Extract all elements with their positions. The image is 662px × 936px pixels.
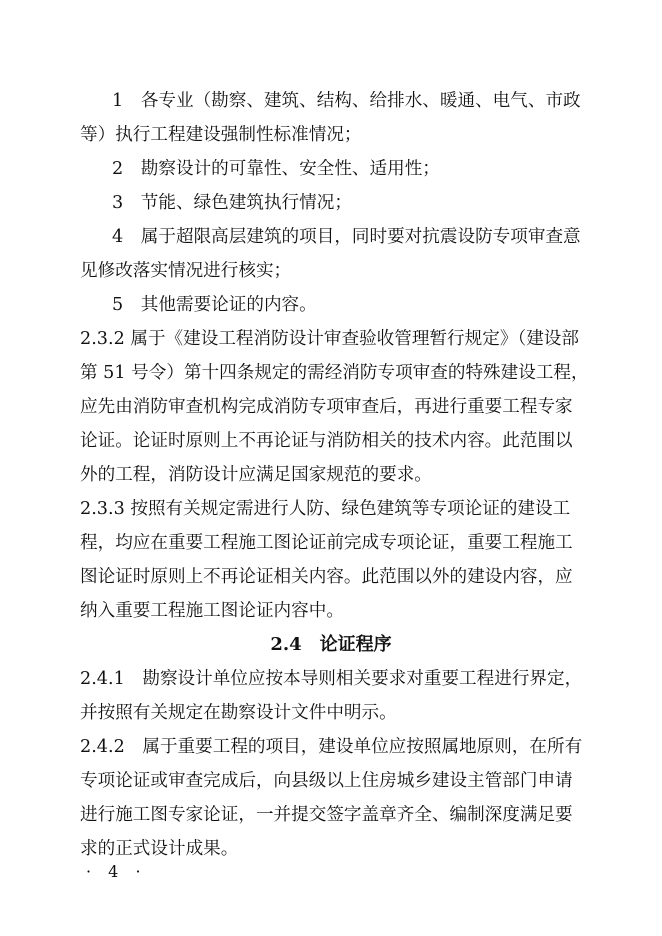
- text-line: 1 各专业（勘察、建筑、结构、给排水、暖通、电气、市政: [112, 91, 581, 111]
- text-line: 3 节能、绿色建筑执行情况；: [112, 193, 352, 213]
- text-line: 等）执行工程建设强制性标准情况；: [80, 125, 362, 145]
- text-line: 并按照有关规定在勘察设计文件中明示。: [80, 703, 397, 723]
- text-line: 见修改落实情况进行核实；: [80, 261, 292, 281]
- text-line: 程，均应在重要工程施工图论证前完成专项论证，重要工程施工: [80, 533, 573, 553]
- text-line: 4 属于超限高层建筑的项目，同时要对抗震设防专项审查意: [112, 227, 581, 247]
- text-line: 求的正式设计成果。: [80, 839, 239, 859]
- text-line: 纳入重要工程施工图论证内容中。: [80, 601, 344, 621]
- text-line: 2 勘察设计的可靠性、安全性、适用性；: [112, 159, 440, 179]
- text-line: 2.3.2 属于《建设工程消防设计审查验收管理暂行规定》（建设部: [80, 329, 579, 349]
- text-line: 5 其他需要论证的内容。: [112, 295, 317, 315]
- text-line: 2.4.2 属于重要工程的项目，建设单位应按照属地原则，在所有: [80, 737, 583, 757]
- page-number: · 4 ·: [86, 862, 147, 881]
- text-line: 应先由消防审查机构完成消防专项审查后，再进行重要工程专家: [80, 397, 573, 417]
- text-line: 第 51 号令）第十四条规定的需经消防专项审查的特殊建设工程，: [80, 363, 589, 383]
- section-heading: 2.4 论证程序: [270, 634, 392, 655]
- text-line: 论证。论证时原则上不再论证与消防相关的技术内容。此范围以: [80, 431, 573, 451]
- text-line: 进行施工图专家论证，一并提交签字盖章齐全、编制深度满足要: [80, 805, 573, 825]
- text-line: 图论证时原则上不再论证相关内容。此范围以外的建设内容，应: [80, 567, 573, 587]
- text-line: 2.4.1 勘察设计单位应按本导则相关要求对重要工程进行界定，: [80, 669, 583, 689]
- text-line: 2.3.3 按照有关规定需进行人防、绿色建筑等专项论证的建设工: [80, 499, 571, 519]
- text-line: 专项论证或审查完成后，向县级以上住房城乡建设主管部门申请: [80, 771, 573, 791]
- text-line: 外的工程，消防设计应满足国家规范的要求。: [80, 465, 432, 485]
